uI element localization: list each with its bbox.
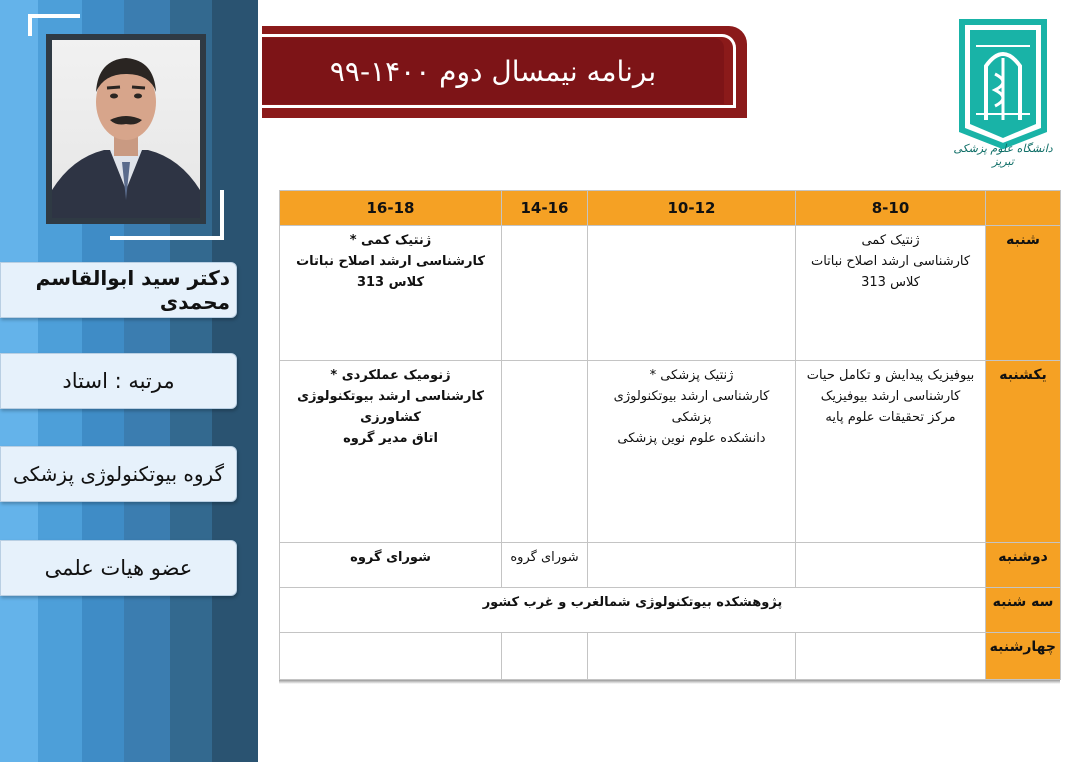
schedule-table	[279, 190, 1061, 680]
column-header-blank	[986, 191, 1061, 226]
faculty-membership: عضو هیات علمی	[0, 540, 237, 596]
day-label: یکشنبه	[986, 360, 1061, 542]
column-header: 14-16	[502, 191, 588, 226]
column-header: 10-12	[588, 191, 796, 226]
university-logo-caption: دانشگاه علوم پزشکی تبریز	[953, 142, 1053, 168]
schedule-cell	[796, 542, 986, 587]
table-row	[280, 226, 1061, 361]
schedule-cell-merged: پژوهشکده بیوتکنولوژی شمالغرب و غرب کشور	[280, 587, 986, 632]
day-label: سه شنبه	[986, 587, 1061, 632]
schedule-cell	[588, 632, 796, 679]
schedule-cell: ژنتیک کمی * کارشناسی ارشد اصلاح نباتات کلاس 313	[280, 226, 502, 361]
page-title: برنامه نیمسال دوم ۱۴۰۰-۹۹	[262, 38, 724, 104]
photo-frame-corner-top	[28, 14, 80, 36]
schedule-cell: ژنتیک پزشکی * کارشناسی ارشد بیوتکنولوژی پزشکی دانشکده علوم نوین پزشکی	[588, 360, 796, 542]
profile-photo	[46, 34, 206, 224]
schedule-cell	[280, 632, 502, 679]
schedule-cell: شورای گروه	[502, 542, 588, 587]
schedule-cell	[502, 632, 588, 679]
schedule-cell	[588, 542, 796, 587]
schedule-header-row	[280, 191, 1061, 226]
schedule-cell: شورای گروه	[280, 542, 502, 587]
schedule-cell: بیوفیزیک پیدایش و تکامل حیات کارشناسی ارشد بیوفیزیک مرکز تحقیقات علوم پایه	[796, 360, 986, 542]
day-label: دوشنبه	[986, 542, 1061, 587]
department-group: گروه بیوتکنولوژی پزشکی	[0, 446, 237, 502]
day-label: شنبه	[986, 226, 1061, 361]
schedule-cell: ژنتیک کمی کارشناسی ارشد اصلاح نباتات کلاس 313	[796, 226, 986, 361]
table-bottom-shadow	[279, 680, 1060, 684]
column-header: 16-18	[280, 191, 502, 226]
table-row	[280, 542, 1061, 587]
table-row	[280, 587, 1061, 632]
day-label: چهارشنبه	[986, 632, 1061, 679]
schedule-cell	[796, 632, 986, 679]
university-logo	[948, 8, 1058, 168]
table-row	[280, 632, 1061, 679]
table-row	[280, 360, 1061, 542]
schedule-cell	[502, 360, 588, 542]
schedule-cell: ژنومیک عملکردی * کارشناسی ارشد بیوتکنولوژی کشاورزی اتاق مدیر گروه	[280, 360, 502, 542]
professor-name: دکتر سید ابوالقاسم محمدی	[0, 262, 237, 318]
portrait-image	[52, 40, 200, 218]
academic-rank: مرتبه : استاد	[0, 353, 237, 409]
schedule-cell	[588, 226, 796, 361]
column-header: 8-10	[796, 191, 986, 226]
schedule-cell	[502, 226, 588, 361]
